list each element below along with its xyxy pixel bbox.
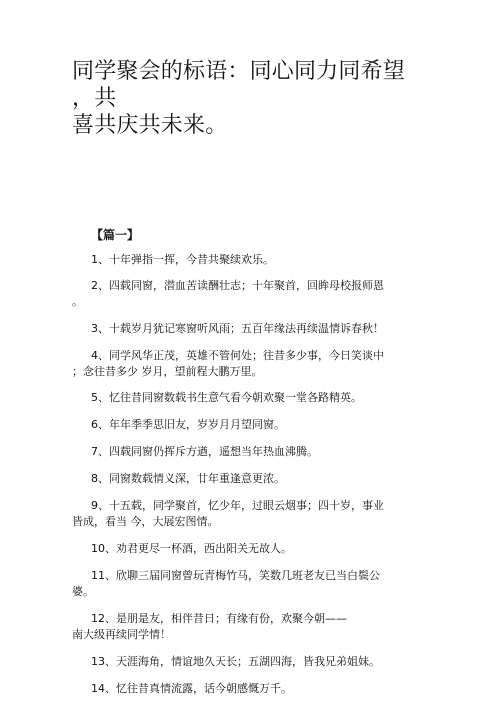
list-item: 9、十五载，同学聚首，忆少年，过眼云烟事；四十岁，事业 皆成，看当 今，大展宏图情。 (72, 499, 384, 528)
title-line-1: 同学聚会的标语：同心同力同希望 (72, 59, 406, 84)
section-heading: 【篇一】 (91, 228, 140, 242)
list-item: 12、是朋是友，相伴昔日；有缘有份，欢聚今朝—— 南大级再续同学情！ (72, 612, 347, 641)
title-line-3: 喜共庆共未来。 (72, 113, 228, 138)
slogan-list (72, 250, 420, 697)
list-item: 8、同窗数载情义深，廿年重逢意更浓。 (91, 472, 285, 485)
list-item: 5、忆往昔同窗数载书生意气看今朝欢聚一堂各路精英。 (91, 391, 362, 404)
title-line-2: ，共 (72, 86, 117, 111)
list-item: 10、劝君更尽一杯酒，西出阳关无故人。 (91, 542, 292, 555)
list-item: 7、四载同窗仍挥斥方遒，遥想当年热血沸腾。 (91, 445, 318, 458)
list-item: 13、天涯海角，情谊地久天长；五湖四海，皆我兄弟姐妹。 (91, 655, 380, 668)
list-item: 4、同学风华正茂，英雄不管何处；往昔多少事，今日笑谈中 ；念往昔多少 岁月，望前程大鹏万里。 (72, 349, 384, 378)
list-item: 1、十年弹指一挥，今昔共聚续欢乐。 (91, 253, 274, 266)
list-item: 2、四载同窗，潜血苦读酬壮志；十年聚首，回眸母校报师恩 。 (72, 279, 384, 308)
page-title (72, 58, 432, 139)
list-item: 6、年年季季思旧友，岁岁月月望同窗。 (91, 418, 285, 431)
list-item: 11、欣聊三届同窗曾玩青梅竹马，笑数几班老友已当白鬓公 婆。 (72, 569, 380, 598)
list-item: 14、忆往昔真情流露，话今朝感慨万千。 (91, 682, 292, 695)
list-item: 3、十载岁月犹记寒窗听风雨；五百年缘法再续温情诉春秋！ (91, 322, 384, 335)
